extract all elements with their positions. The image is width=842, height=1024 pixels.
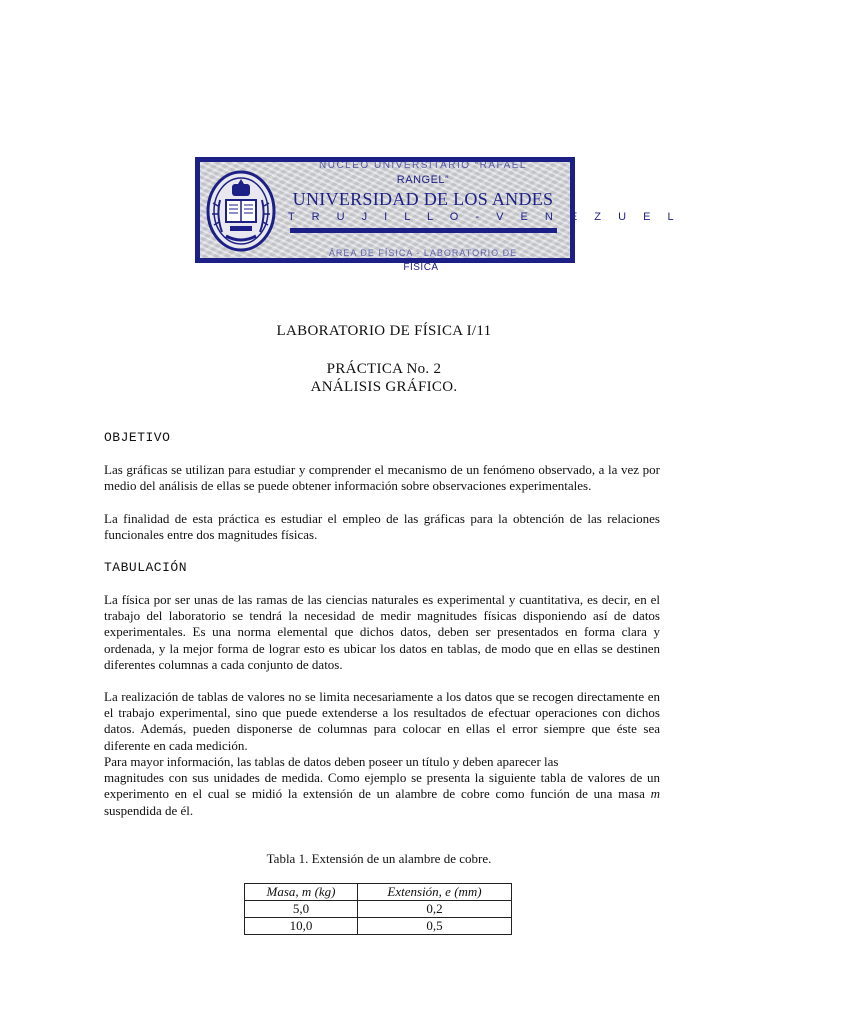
tabulacion-heading: TABULACIÓN [104, 560, 188, 575]
table-row [245, 918, 512, 935]
university-seal-icon [206, 170, 276, 252]
area-text-continued: FÍSICA [403, 262, 439, 273]
tabulacion-paragraph-1: La física por ser unas de las ramas de las ciencias naturales es experimental y cuantitativa, es decir, en el trabajo del laboratorio se tendrá la necesidad de medir magnitudes físicas disponiendo así de datos experimentales. Es una norma elemental que dichos datos, deben ser presentados en forma clara y ordenada, y la mejor forma de lograr esto es ubicar los datos en tablas, de modo que en ellas se destinen diferentes columnas a cada conjunto de datos. [104, 592, 660, 672]
table-cell-extension: 0,5 [358, 918, 512, 935]
table-row [245, 901, 512, 918]
paragraph-3-line-a: Para mayor información, las tablas de datos deben poseer un título y deben aparecer las [104, 754, 559, 769]
objetivo-paragraph-2: La finalidad de esta práctica es estudiar el empleo de las gráficas para la obtención de las relaciones funcionales entre dos magnitudes físicas. [104, 511, 660, 543]
lab-title: LABORATORIO DE FÍSICA I/11 [276, 323, 492, 339]
header-banner [195, 157, 681, 263]
table-header-row [245, 884, 512, 901]
nucleo-text: NÚCLEO UNIVERSITARIO “RAFAEL [319, 160, 527, 171]
paragraph-3-line-c: suspendida de él. [104, 802, 194, 818]
location-text: T R U J I L L O - V E N E Z U E L [288, 211, 681, 223]
table-cell-mass: 10,0 [245, 918, 358, 935]
table-cell-extension: 0,2 [358, 901, 512, 918]
column-header-mass: Masa, m (kg) [245, 884, 358, 901]
banner-rule [290, 228, 557, 233]
mass-symbol: m [650, 786, 660, 802]
table-cell-mass: 5,0 [245, 901, 358, 918]
practice-title: PRÁCTICA No. 2 [326, 361, 442, 377]
objetivo-paragraph-1: Las gráficas se utilizan para estudiar y comprender el mecanismo de un fenómeno observado, a la vez por medio del análisis de ellas se puede obtener información sobre observaciones experimentales. [104, 462, 660, 494]
tabulacion-paragraph-2: La realización de tablas de valores no se limita necesariamente a los datos que se recogen directamente en el trabajo experimental, sino que puede extenderse a los resultados de efectuar operaciones con dichos datos. Además, pueden disponerse de columnas para colocar en ellas el error siempre que éste sea diferente en cada medición. [104, 689, 660, 753]
tabulacion-paragraph-3 [104, 754, 660, 819]
university-name: UNIVERSIDAD DE LOS ANDES [292, 189, 554, 209]
data-table [244, 883, 512, 935]
rangel-text: RANGEL” [396, 174, 450, 186]
topic-title: ANÁLISIS GRÁFICO. [310, 379, 458, 395]
table-caption: Tabla 1. Extensión de un alambre de cobre. [266, 851, 492, 866]
paragraph-3-line-b: magnitudes con sus unidades de medida. Como ejemplo se presenta la siguiente tabla de valores de un experimento en el cual se midió la extensión de un alambre de cobre como función de una masa [104, 770, 660, 802]
column-header-extension: Extensión, e (mm) [358, 884, 512, 901]
area-text: ÁREA DE FÍSICA - LABORATORIO DE [328, 248, 518, 258]
objetivo-heading: OBJETIVO [104, 430, 171, 445]
